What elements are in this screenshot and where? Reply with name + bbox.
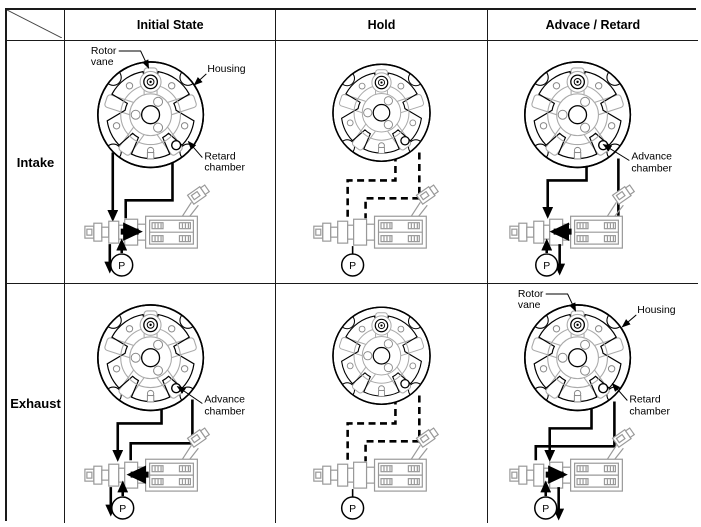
retard-chamber-label: chamber — [629, 406, 670, 418]
rotor-vane-label: Rotor — [90, 46, 117, 58]
col-header-hold — [275, 10, 486, 40]
col-header-label: Initial State — [136, 18, 204, 32]
cell-intake-advance-retard — [487, 40, 698, 283]
col-header-initial-state — [64, 10, 275, 40]
oil-line-dashed — [348, 155, 396, 219]
rotor-vane-label: vane — [517, 299, 541, 311]
retard-chamber-label: Retard — [629, 394, 661, 406]
oil-line-dashed — [366, 396, 420, 462]
oil-line-dashed — [366, 153, 420, 219]
advance-chamber-label: Advance — [204, 394, 245, 406]
row-header-label: Exhaust — [10, 396, 61, 411]
rotor-vane-label: Rotor — [517, 289, 544, 301]
pump-label: P — [118, 260, 126, 272]
row-header-intake — [7, 40, 64, 283]
cell-exhaust-initial-state — [64, 283, 275, 523]
housing-leader — [622, 315, 636, 327]
corner-cell — [7, 10, 64, 40]
housing-leader — [194, 74, 206, 85]
cell-exhaust-hold — [275, 283, 486, 523]
pump-label: P — [349, 260, 357, 272]
housing-label: Housing — [636, 304, 676, 316]
retard-chamber-label: chamber — [204, 162, 245, 174]
pump-label: P — [542, 260, 550, 272]
pump-label: P — [349, 503, 357, 515]
oil-line-dashed — [348, 398, 396, 462]
pump-label: P — [119, 503, 127, 515]
col-header-label: Hold — [367, 18, 396, 32]
row-header-exhaust — [7, 283, 64, 523]
diagram-table — [5, 8, 696, 521]
rotor-vane-label: vane — [90, 56, 114, 68]
row-header-label: Intake — [16, 154, 55, 170]
advance-chamber-label: Advance — [631, 151, 672, 163]
retard-chamber-label: Retard — [204, 151, 236, 163]
cell-intake-hold — [275, 40, 486, 283]
col-header-advance-retard — [487, 10, 698, 40]
col-header-label: Advace / Retard — [545, 18, 641, 32]
housing-label: Housing — [207, 63, 246, 75]
cell-exhaust-advance-retard — [487, 283, 698, 523]
pump-label: P — [541, 503, 549, 515]
corner-diagonal — [7, 10, 62, 38]
advance-chamber-label: chamber — [631, 163, 672, 175]
advance-chamber-label: chamber — [204, 406, 245, 418]
cell-intake-initial-state — [64, 40, 275, 283]
